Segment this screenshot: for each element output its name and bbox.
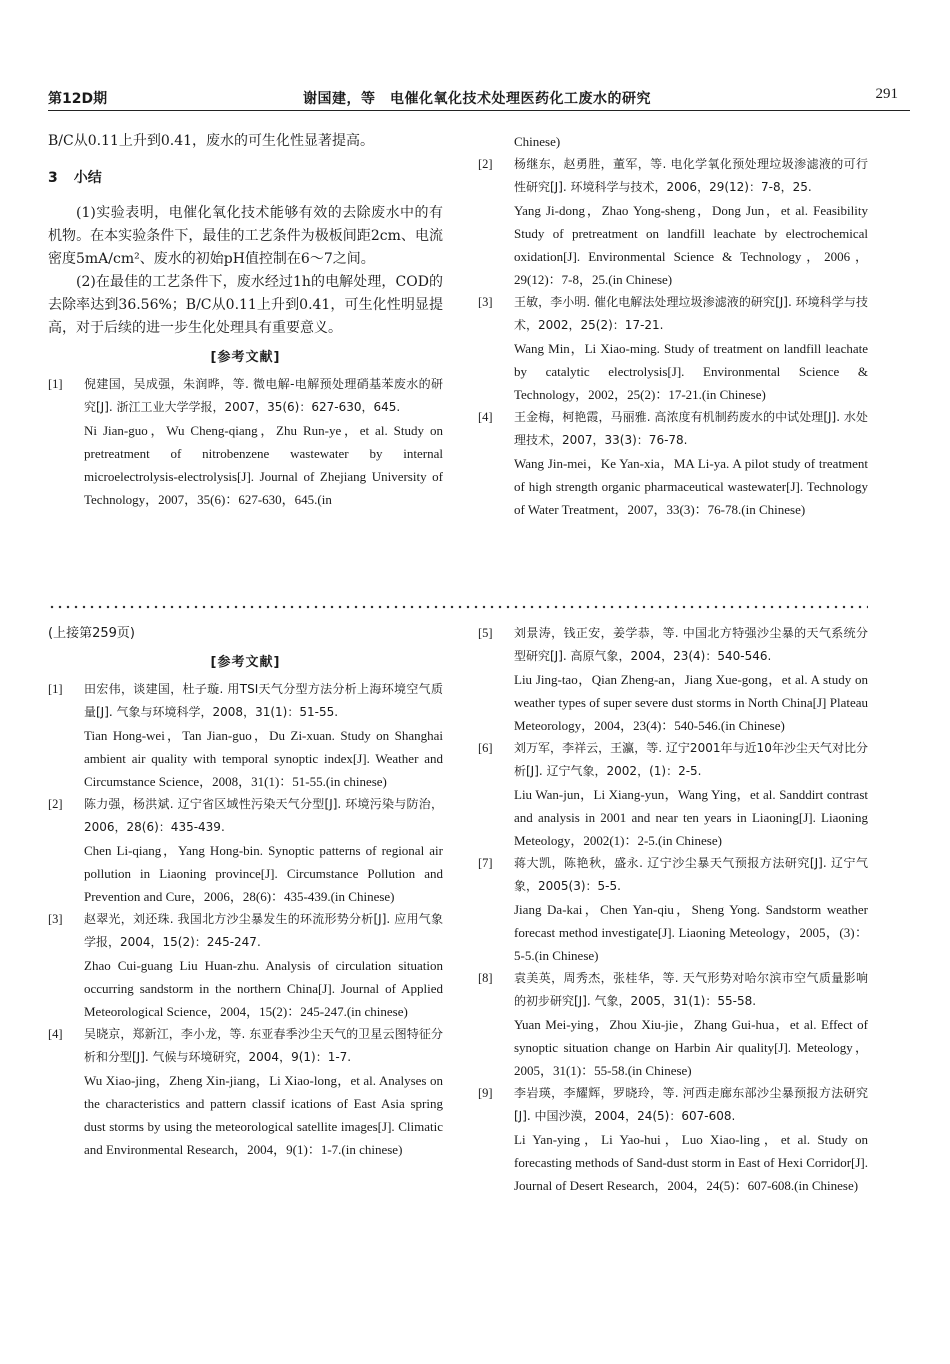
reference-english: Liu Wan-jun，Li Xiang-yun，Wang Ying，et al. Sanddirt contrast and analysis in 2001 and near ten years in Liaoning[J]. Liaoning Meteology，2002(1)：2-5.(in Chinese) (514, 787, 868, 848)
reference-english: Jiang Da-kai，Chen Yan-qiu，Sheng Yong. Sandstorm weather forecast method investigate[J]. Liaoning Meteology，2005，(3)：5-5.(in Chinese) (514, 902, 868, 963)
reference-item (48, 793, 443, 908)
reference-item (478, 737, 868, 852)
reference-chinese: 袁美英，周秀杰，张桂华，等. 天气形势对哈尔滨市空气质量影响的初步研究[J]. 气象，2005，31(1)：55-58. (514, 971, 868, 1008)
reference-item (478, 852, 868, 967)
reference-item (478, 1082, 868, 1197)
reference-item (478, 406, 868, 521)
reference-item (478, 622, 868, 737)
reference-number: [4] (48, 1027, 63, 1041)
reference-number: [1] (48, 377, 63, 391)
reference-item (478, 153, 868, 291)
reference-english: Yang Ji-dong，Zhao Yong-sheng，Dong Jun，et al. Feasibility Study of pretreatment on landfill leachate by electrochemical oxidation[J]. Environmental Science & Technology，2006，29(12)：7-8，25.(in Chinese) (514, 203, 868, 287)
column-bottom-right (478, 622, 868, 1197)
reference-number: [1] (48, 682, 63, 696)
reference-item (48, 678, 443, 793)
reference-english: Tian Hong-wei，Tan Jian-guo，Du Zi-xuan. Study on Shanghai ambient air quality with temporal synoptic index[J]. Weather and Circumstance Science，2008，31(1)：51-55.(in chinese) (84, 728, 443, 789)
reference-number: [8] (478, 971, 493, 985)
reference-english: Chen Li-qiang，Yang Hong-bin. Synoptic patterns of regional air pollution in Liaoning province[J]. Circumstance Pollution and Prevention and Cure，2006，28(6)：435-439.(in Chinese) (84, 843, 443, 904)
paragraph-conclusion-1: (1)实验表明，电催化氧化技术能够有效的去除废水中的有机物。在本实验条件下，最佳的工艺条件为极板间距2cm、电流密度5mA/cm²、废水的初始pH值控制在6～7之间。 (48, 205, 443, 267)
reference-chinese: 刘万军，李祥云，王瀛，等. 辽宁2001年与近10年沙尘天气对比分析[J]. 辽宁气象，2002，(1)：2-5. (514, 741, 868, 778)
reference-chinese: 倪建国，吴成强，朱润晔，等. 微电解-电解预处理硝基苯废水的研究[J]. 浙江工业大学学报，2007，35(6)：627-630，645. (84, 377, 443, 414)
reference-english: Wu Xiao-jing，Zheng Xin-jiang，Li Xiao-long，et al. Analyses on the characteristics and pattern classif ications of East Asia spring dust storms by using the meteorological satellite images[J]. Climatic and Environmental Research，2004，9(1)：1-7.(in chinese) (84, 1073, 443, 1157)
reference-chinese: 杨继东，赵勇胜，董军，等. 电化学氧化预处理垃圾渗滤液的可行性研究[J]. 环境科学与技术，2006，29(12)：7-8，25. (514, 157, 868, 194)
section-number: 3 (48, 170, 58, 186)
reference-chinese: 田宏伟，谈建国，杜子璇. 用TSI天气分型方法分析上海环境空气质量[J]. 气象与环境科学，2008，31(1)：51-55. (84, 682, 443, 719)
section-title: 小结 (73, 170, 102, 186)
running-header (48, 86, 910, 111)
reference-chinese: 刘景涛，钱正安，姜学恭，等. 中国北方特强沙尘暴的天气系统分型研究[J]. 高原气象，2004，23(4)：540-546. (514, 626, 868, 663)
reference-number: [2] (478, 157, 493, 171)
reference-english: Li Yan-ying，Li Yao-hui，Luo Xiao-ling，et al. Study on forecasting methods of Sand-dust storm in East of Hexi Corridor[J]. Journal of Desert Research，2004，24(5)：607-608.(in Chinese) (514, 1132, 868, 1193)
reference-continuation: Chinese) (514, 134, 561, 149)
reference-chinese: 李岩瑛，李耀辉，罗晓玲，等. 河西走廊东部沙尘暴预报方法研究[J]. 中国沙漠，2004，24(5)：607-608. (514, 1086, 868, 1123)
reference-item (48, 1023, 443, 1161)
article-title: 谢国建，等 电催化氧化技术处理医药化工废水的研究 (303, 91, 651, 107)
column-top-right (478, 130, 868, 521)
reference-number: [7] (478, 856, 493, 870)
reference-chinese: 吴晓京，郑新江，李小龙，等. 东亚春季沙尘天气的卫星云图特征分析和分型[J]. 气候与环境研究，2004，9(1)：1-7. (84, 1027, 443, 1064)
continued-from-note: (上接第259页) (48, 626, 135, 641)
issue-number: 第12D期 (48, 91, 108, 107)
column-top-left (48, 130, 443, 511)
reference-number: [9] (478, 1086, 493, 1100)
page-number: 291 (875, 86, 898, 102)
reference-chinese: 赵翠光，刘还珠. 我国北方沙尘暴发生的环流形势分析[J]. 应用气象学报，2004，15(2)：245-247. (84, 912, 443, 949)
reference-chinese: 蒋大凯，陈艳秋，盛永. 辽宁沙尘暴天气预报方法研究[J]. 辽宁气象，2005(3)：5-5. (514, 856, 868, 893)
reference-number: [4] (478, 410, 493, 424)
reference-english: Liu Jing-tao，Qian Zheng-an，Jiang Xue-gong，et al. A study on weather types of super severe dust storms in North China[J] Plateau Meteorology，2004，23(4)：540-546.(in Chinese) (514, 672, 868, 733)
reference-english: Wang Jin-mei，Ke Yan-xia，MA Li-ya. A pilot study of treatment of high strength organic pharmaceutical wastewater[J]. Technology of Water Treatment，2007，33(3)：76-78.(in Chinese) (514, 456, 868, 517)
reference-item (478, 967, 868, 1082)
column-bottom-left (48, 622, 443, 1161)
section-heading (48, 167, 443, 190)
references-title: [参考文献] (210, 350, 281, 365)
section-divider (48, 604, 868, 610)
reference-chinese: 王敏，李小明. 催化电解法处理垃圾渗滤液的研究[J]. 环境科学与技术，2002，25(2)：17-21. (514, 295, 868, 332)
reference-number: [5] (478, 626, 493, 640)
reference-item (48, 908, 443, 1023)
reference-chinese: 王金梅，柯艳霞，马丽雅. 高浓度有机制药废水的中试处理[J]. 水处理技术，2007，33(3)：76-78. (514, 410, 868, 447)
reference-number: [3] (48, 912, 63, 926)
reference-english: Zhao Cui-guang Liu Huan-zhu. Analysis of circulation situation occurring sandstorm in the northern China[J]. Journal of Applied Meteorological Science，2004，15(2)：245-247.(in chinese) (84, 958, 443, 1019)
reference-number: [6] (478, 741, 493, 755)
reference-chinese: 陈力强，杨洪斌. 辽宁省区域性污染天气分型[J]. 环境污染与防治，2006，28(6)：435-439. (84, 797, 443, 834)
paragraph-intro: B/C从0.11上升到0.41，废水的可生化性显著提高。 (48, 133, 375, 149)
reference-item (478, 291, 868, 406)
reference-item (48, 373, 443, 511)
reference-number: [3] (478, 295, 493, 309)
reference-number: [2] (48, 797, 63, 811)
reference-english: Ni Jian-guo，Wu Cheng-qiang，Zhu Run-ye，et al. Study on pretreatment of nitrobenzene wastewater by internal microelectrolysis-electrolysis[J]. Journal of Zhejiang University of Technology，2007，35(6)：627-630，645.(in (84, 423, 443, 507)
references-title: [参考文献] (210, 655, 281, 670)
paragraph-conclusion-2: (2)在最佳的工艺条件下，废水经过1h的电解处理，COD的去除率达到36.56%；B/C从0.11上升到0.41，可生化性明显提高，对于后续的进一步生化处理具有重要意义。 (48, 274, 443, 336)
reference-english: Yuan Mei-ying，Zhou Xiu-jie，Zhang Gui-hua，et al. Effect of synoptic situation change on Harbin Air quality[J]. Meteology，2005，31(1)：55-58.(in Chinese) (514, 1017, 868, 1078)
reference-english: Wang Min，Li Xiao-ming. Study of treatment on landfill leachate by catalytic electrolysis[J]. Environmental Science & Technology，2002，25(2)：17-21.(in Chinese) (514, 341, 868, 402)
